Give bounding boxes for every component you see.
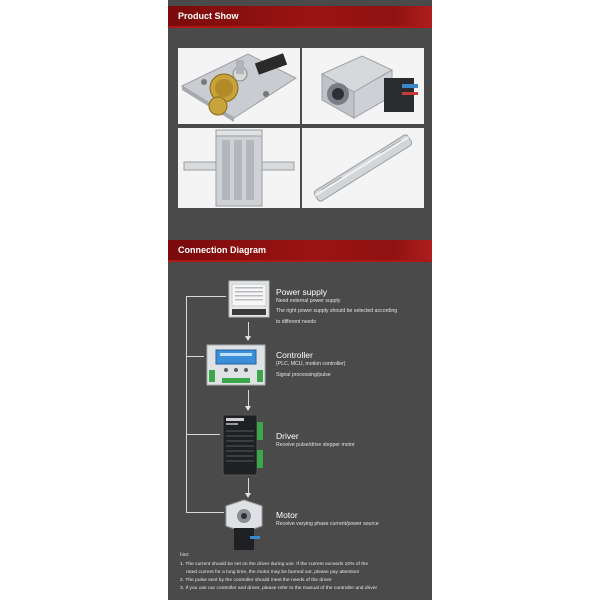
arrow-down-2	[245, 406, 251, 411]
flow-vertical-1	[248, 322, 249, 336]
gear-assembly-photo	[178, 48, 300, 124]
driver-title: Driver	[276, 431, 299, 441]
power-supply-title: Power supply	[276, 287, 328, 297]
output-shaft-photo	[302, 128, 424, 208]
power-supply-desc-1: Need external power supply	[276, 298, 341, 304]
flow-left-rail	[186, 296, 187, 512]
connection-diagram-header	[168, 240, 432, 260]
connection-diagram-divider	[168, 260, 432, 262]
flow-branch-motor	[186, 512, 224, 513]
controller-desc-2: Signal processing/pulse	[276, 372, 331, 378]
arrow-down-1	[245, 336, 251, 341]
flow-vertical-2	[248, 390, 249, 406]
motor-desc-1: Receive varying phase current/power source	[276, 521, 379, 527]
power-supply-desc-3: to different needs	[276, 319, 316, 325]
power-supply-image	[228, 280, 270, 318]
product-show-title: Product Show	[178, 11, 239, 21]
controller-image	[206, 344, 266, 386]
power-supply-desc-2: The right power supply should be selected according	[276, 308, 398, 314]
flow-vertical-3	[248, 478, 249, 494]
driver-desc-1: Receive pulse/drive stepper motor	[276, 442, 355, 448]
hint-item-1: 1. The current should be set on the driver during use. If the current exceeds 10% of the	[180, 562, 369, 567]
motor-title: Motor	[276, 510, 298, 520]
flow-branch-power	[186, 296, 226, 297]
product-detail-strip	[168, 0, 432, 600]
dual-shaft-gearbox-photo	[178, 128, 300, 208]
driver-image	[222, 414, 264, 476]
motor-image	[224, 498, 264, 552]
flow-branch-driver	[186, 434, 220, 435]
worm-gearbox-motor-photo	[302, 48, 424, 124]
controller-desc-1: (PLC, MCU, motion controller)	[276, 361, 346, 367]
connection-diagram-panel	[168, 266, 432, 600]
flow-branch-controller	[186, 356, 204, 357]
connection-diagram-title: Connection Diagram	[178, 245, 267, 255]
hint-item-2: 2. The pulse sent by the controller should meet the needs of the driver	[180, 578, 332, 583]
product-show-header	[168, 6, 432, 26]
hint-item-3: 3. If you use our controller and driver, please refer to the manual of the controller and driver	[180, 586, 378, 591]
hint-label: hint:	[180, 553, 190, 558]
product-show-divider	[168, 26, 432, 28]
controller-title: Controller	[276, 350, 313, 360]
hint-item-1-cont: rated current for a long time, the motor may be burned out, please pay attention!	[186, 570, 360, 575]
